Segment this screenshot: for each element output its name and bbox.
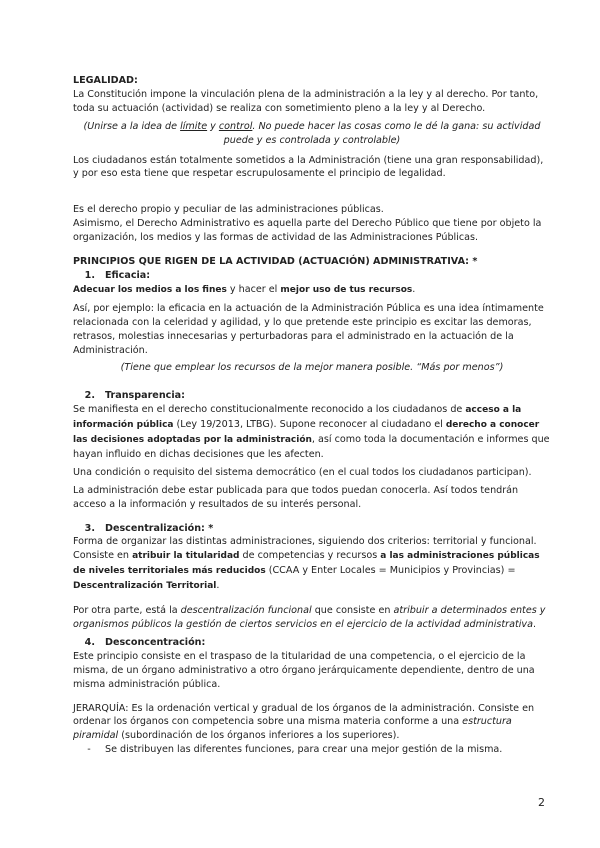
text: . (532, 619, 537, 630)
bold-text: atribuir la titularidad (132, 551, 240, 562)
section-heading: PRINCIPIOS QUE RIGEN DE LA ACTIVIDAD (ACTUACIÓN) ADMINISTRATIVA: * (73, 256, 478, 268)
italic-text: descentralización funcional (180, 605, 312, 617)
text: Por otra parte, está la (73, 605, 181, 617)
italic-text: estructura piramidal (73, 716, 512, 742)
paragraph: La administración debe estar publicada para que todos puedan conocerla. Así todos tendrán acceso a la información y resultados de su interés personal. (73, 484, 519, 510)
paragraph: Una condición o requisito del sistema democrático (en el cual todos los ciudadanos participan). (73, 466, 532, 478)
bullet-item (73, 743, 551, 757)
paragraph: Este principio consiste en el traspaso de la titularidad de una competencia, o el ejercicio de la misma, de un órgano administrativo a otro órgano jerárquicamente dependiente, dentro de una misma administración pública. (73, 650, 535, 690)
list-title: Transparencia: (105, 390, 185, 402)
italic-note: (Tiene que emplear los recursos de la mejor manera posible. “Más por menos”) (120, 362, 504, 374)
bold-text: derecho a conocer las decisiones adoptadas por la administración (73, 420, 540, 446)
note-text: y (207, 120, 219, 132)
text: (Ley 19/2013, LTBG). Supone reconocer al ciudadano el (173, 419, 446, 431)
bold-text: Descentralización Territorial (73, 581, 217, 592)
text: JERARQUÍA: Es la ordenación vertical y gradual de los órganos de la administración. Consiste en ordenar los órganos con competencia sobre una misma materia conforme a una (73, 702, 535, 728)
list-number: 2. (84, 390, 95, 402)
paragraph: La Constitución impone la vinculación plena de la administración a la ley y al derecho. Por tanto, toda su actuación (actividad) se realiza con sometimiento pleno a la ley y al Derecho. (73, 88, 539, 114)
paragraph: Es el derecho propio y peculiar de las administraciones públicas. (73, 204, 384, 216)
list-item-heading (73, 636, 551, 650)
paragraph: Los ciudadanos están totalmente sometidos a la Administración (tiene una gran responsabilidad), y por eso esta tiene que respetar escrupulosamente el principio de legalidad. (73, 154, 544, 180)
text: de competencias y recursos (239, 550, 381, 562)
dash-bullet: - (87, 744, 91, 756)
list-title: Desconcentración: (105, 636, 206, 648)
text: (CCAA y Enter Locales = Municipios y Provincias) = (265, 565, 516, 577)
bold-text: acceso a la información pública (73, 405, 522, 431)
text: . (412, 283, 416, 295)
bullet-text: Se distribuyen las diferentes funciones, para crear una mejor gestión de la misma. (105, 744, 503, 756)
text: y hacer el (226, 283, 281, 295)
paragraph (73, 535, 551, 594)
text: Se manifiesta en el derecho constitucionalmente reconocido a los ciudadanos de (73, 404, 466, 416)
list-item-heading (73, 389, 551, 403)
text: , así como toda la documentación e informes que hayan influido en dichas decisiones que les afecten. (73, 434, 550, 460)
text: Forma de organizar las distintas administraciones, siguiendo dos criterios: territorial y funcional. Consiste en (73, 536, 537, 562)
list-title: Eficacia: (105, 269, 151, 281)
paragraph (73, 604, 551, 632)
section-principios (73, 255, 551, 757)
paragraph: Así, por ejemplo: la eficacia en la actuación de la Administración Pública es una idea íntimamente relacionada con la celeridad y agilidad, y lo que pretende este principio es excitar las demoras, retrasos, molestias innecesarias y perturbadoras para el administrado en la actuación de la Administración. (73, 302, 544, 356)
list-number: 1. (84, 269, 95, 281)
bold-text: mejor uso de tus recursos (280, 284, 413, 295)
bold-text: Adecuar los medios a los fines (73, 284, 227, 295)
paragraph (73, 403, 551, 462)
paragraph (73, 702, 551, 744)
list-item-heading (73, 269, 551, 283)
italic-note (73, 120, 551, 148)
document-page (73, 74, 551, 757)
text: que consiste en (311, 605, 394, 617)
text: (subordinación de los órganos inferiores a los superiores). (118, 730, 400, 742)
underlined-word: límite (180, 120, 208, 132)
list-number: 4. (84, 636, 95, 648)
section-legalidad (73, 74, 551, 245)
text: . (216, 580, 220, 592)
list-number: 3. (84, 522, 95, 534)
note-text: . No puede hacer las cosas como le dé la gana: su actividad puede y es controlada y controlable) (223, 120, 541, 146)
paragraph: Asimismo, el Derecho Administrativo es aquella parte del Derecho Público que tiene por objeto la organización, los medios y las formas de actividad de las Administraciones Públicas. (73, 218, 542, 244)
list-item-heading (73, 522, 551, 536)
underlined-word: control (218, 120, 253, 132)
note-text: (Unirse a la idea de (83, 120, 181, 132)
paragraph (73, 283, 551, 298)
page-number: 2 (538, 796, 545, 809)
bold-text: a las administraciones públicas de niveles territoriales más reducidos (73, 551, 540, 577)
italic-text: atribuir a determinados entes y organismos públicos la gestión de ciertos servicios en el ejercicio de la actividad administrativa (73, 605, 546, 630)
list-title: Descentralización: * (105, 522, 214, 534)
section-title: LEGALIDAD: (73, 75, 138, 86)
